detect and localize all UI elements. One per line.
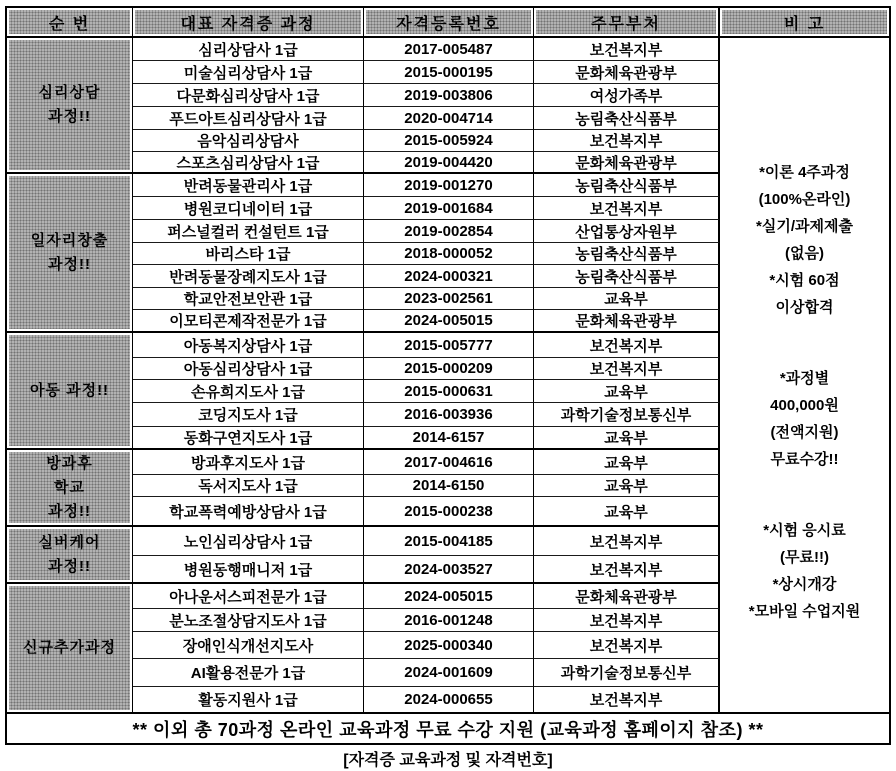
remark-line: (전액지원): [770, 424, 839, 441]
group-label-line: 일자리창출: [30, 231, 109, 249]
remark-line: *실기/과제제출: [756, 218, 853, 235]
reg-no-cell: 2016-001248: [364, 609, 534, 632]
reg-no-cell: 2015-005777: [364, 333, 534, 358]
remark-line: *시험 응시료: [763, 522, 846, 539]
group-label-line: 과정!!: [48, 108, 91, 125]
ministry-cell: 산업통상자원부: [534, 220, 720, 243]
reg-no-cell: 2017-005487: [364, 38, 534, 61]
ministry-cell: 농림축산식품부: [534, 107, 720, 130]
reg-no-cell: 2015-000631: [364, 380, 534, 403]
remark-line: (무료!!): [780, 549, 829, 566]
course-cell: 코딩지도사 1급: [133, 403, 364, 427]
group-label-line: 과정!!: [48, 255, 91, 273]
ministry-cell: 보건복지부: [534, 556, 720, 584]
ministry-cell: 문화체육관광부: [534, 61, 720, 84]
course-cell: 독서지도사 1급: [133, 475, 364, 497]
ministry-cell: 교육부: [534, 475, 720, 497]
ministry-cell: 보건복지부: [534, 527, 720, 556]
reg-no-cell: 2019-001270: [364, 174, 534, 197]
remark-line: (없음): [785, 245, 824, 262]
remark-line: 무료수강!!: [770, 451, 839, 468]
column-header-no: 순 번: [7, 8, 133, 38]
ministry-cell: 보건복지부: [534, 130, 720, 152]
certification-table: [5, 6, 891, 745]
ministry-cell: 보건복지부: [534, 333, 720, 358]
remark-line: *이론 4주과정: [759, 164, 850, 181]
course-cell: 아나운서스피전문가 1급: [133, 584, 364, 609]
course-cell: 동화구연지도사 1급: [133, 427, 364, 450]
reg-no-cell: 2015-004185: [364, 527, 534, 556]
group-label-line: 과정!!: [48, 557, 91, 575]
course-cell: 장애인식개선지도사: [133, 632, 364, 659]
ministry-cell: 보건복지부: [534, 358, 720, 380]
reg-no-cell: 2015-000195: [364, 61, 534, 84]
course-cell: 퍼스널컬러 컨설턴트 1급: [133, 220, 364, 243]
reg-no-cell: 2017-004616: [364, 450, 534, 475]
group-label: [7, 527, 133, 584]
remarks-block: [749, 521, 860, 629]
ministry-cell: 농림축산식품부: [534, 174, 720, 197]
remarks-cell: [720, 38, 889, 714]
reg-no-cell: 2024-000321: [364, 265, 534, 288]
group-label-line: 신규추가과정: [23, 639, 116, 656]
column-header-course: 대표 자격증 과정: [133, 8, 364, 38]
reg-no-cell: 2019-001684: [364, 197, 534, 220]
course-cell: 심리상담사 1급: [133, 38, 364, 61]
reg-no-cell: 2024-003527: [364, 556, 534, 584]
course-cell: 다문화심리상담사 1급: [133, 84, 364, 107]
group-label: [7, 450, 133, 527]
course-cell: 노인심리상담사 1급: [133, 527, 364, 556]
remark-line: *시험 60점: [769, 272, 840, 289]
remarks-block: [770, 369, 839, 477]
reg-no-cell: 2015-000209: [364, 358, 534, 380]
remarks-block: [756, 163, 853, 325]
remark-line: *과정별: [779, 370, 830, 387]
reg-no-cell: 2024-001609: [364, 659, 534, 687]
remark-line: *상시개강: [772, 576, 837, 593]
column-header-note: 비 고: [720, 8, 889, 38]
ministry-cell: 보건복지부: [534, 197, 720, 220]
course-cell: 방과후지도사 1급: [133, 450, 364, 475]
course-cell: 학교폭력예방상담사 1급: [133, 497, 364, 527]
course-cell: 병원동행매니저 1급: [133, 556, 364, 584]
remark-line: 400,000원: [770, 397, 839, 414]
course-cell: 학교안전보안관 1급: [133, 288, 364, 310]
table-caption: [자격증 교육과정 및 자격번호]: [343, 752, 553, 769]
ministry-cell: 교육부: [534, 427, 720, 450]
group-label: [7, 174, 133, 333]
group-label: [7, 38, 133, 174]
reg-no-cell: 2016-003936: [364, 403, 534, 427]
ministry-cell: 보건복지부: [534, 687, 720, 714]
ministry-cell: 보건복지부: [534, 632, 720, 659]
ministry-cell: 과학기술정보통신부: [534, 403, 720, 427]
ministry-cell: 보건복지부: [534, 38, 720, 61]
ministry-cell: 교육부: [534, 288, 720, 310]
course-cell: 음악심리상담사: [133, 130, 364, 152]
group-label-line: 방과후: [46, 454, 93, 472]
reg-no-cell: 2024-005015: [364, 310, 534, 333]
column-header-ministry: 주무부처: [534, 8, 720, 38]
reg-no-cell: 2019-003806: [364, 84, 534, 107]
remark-line: (100%온라인): [758, 191, 851, 208]
course-cell: 스포츠심리상담사 1급: [133, 152, 364, 174]
course-cell: 푸드아트심리상담사 1급: [133, 107, 364, 130]
group-label: [7, 333, 133, 450]
course-cell: 손유희지도사 1급: [133, 380, 364, 403]
ministry-cell: 교육부: [534, 497, 720, 527]
reg-no-cell: 2018-000052: [364, 243, 534, 265]
reg-no-cell: 2024-000655: [364, 687, 534, 714]
course-cell: 반려동물관리사 1급: [133, 174, 364, 197]
course-cell: 아동심리상담사 1급: [133, 358, 364, 380]
reg-no-cell: 2014-6157: [364, 427, 534, 450]
ministry-cell: 문화체육관광부: [534, 310, 720, 333]
course-cell: 미술심리상담사 1급: [133, 61, 364, 84]
course-cell: 활동지원사 1급: [133, 687, 364, 714]
group-label-line: 과정!!: [48, 502, 91, 520]
ministry-cell: 과학기술정보통신부: [534, 659, 720, 687]
course-cell: 병원코디네이터 1급: [133, 197, 364, 220]
course-cell: 분노조절상담지도사 1급: [133, 609, 364, 632]
remark-line: *모바일 수업지원: [748, 603, 861, 620]
ministry-cell: 문화체육관광부: [534, 152, 720, 174]
reg-no-cell: 2020-004714: [364, 107, 534, 130]
course-cell: AI활용전문가 1급: [133, 659, 364, 687]
course-cell: 이모티콘제작전문가 1급: [133, 310, 364, 333]
group-label-line: 아동 과정!!: [29, 381, 110, 399]
reg-no-cell: 2019-002854: [364, 220, 534, 243]
remark-line: 이상합격: [775, 299, 834, 316]
footer-banner: ** 이외 총 70과정 온라인 교육과정 무료 수강 지원 (교육과정 홈페이지 참조) **: [132, 719, 764, 740]
group-label-line: 실버케어: [38, 533, 101, 551]
course-cell: 바리스타 1급: [133, 243, 364, 265]
ministry-cell: 교육부: [534, 450, 720, 475]
ministry-cell: 농림축산식품부: [534, 265, 720, 288]
reg-no-cell: 2024-005015: [364, 584, 534, 609]
ministry-cell: 여성가족부: [534, 84, 720, 107]
group-label-line: 심리상담: [38, 84, 101, 101]
reg-no-cell: 2025-000340: [364, 632, 534, 659]
reg-no-cell: 2023-002561: [364, 288, 534, 310]
ministry-cell: 교육부: [534, 380, 720, 403]
ministry-cell: 농림축산식품부: [534, 243, 720, 265]
group-label: [7, 584, 133, 714]
column-header-reg-no: 자격등록번호: [364, 8, 534, 38]
reg-no-cell: 2014-6150: [364, 475, 534, 497]
reg-no-cell: 2015-000238: [364, 497, 534, 527]
course-cell: 아동복지상담사 1급: [133, 333, 364, 358]
reg-no-cell: 2015-005924: [364, 130, 534, 152]
course-cell: 반려동물장례지도사 1급: [133, 265, 364, 288]
ministry-cell: 보건복지부: [534, 609, 720, 632]
ministry-cell: 문화체육관광부: [534, 584, 720, 609]
reg-no-cell: 2019-004420: [364, 152, 534, 174]
group-label-line: 학교: [54, 478, 85, 496]
